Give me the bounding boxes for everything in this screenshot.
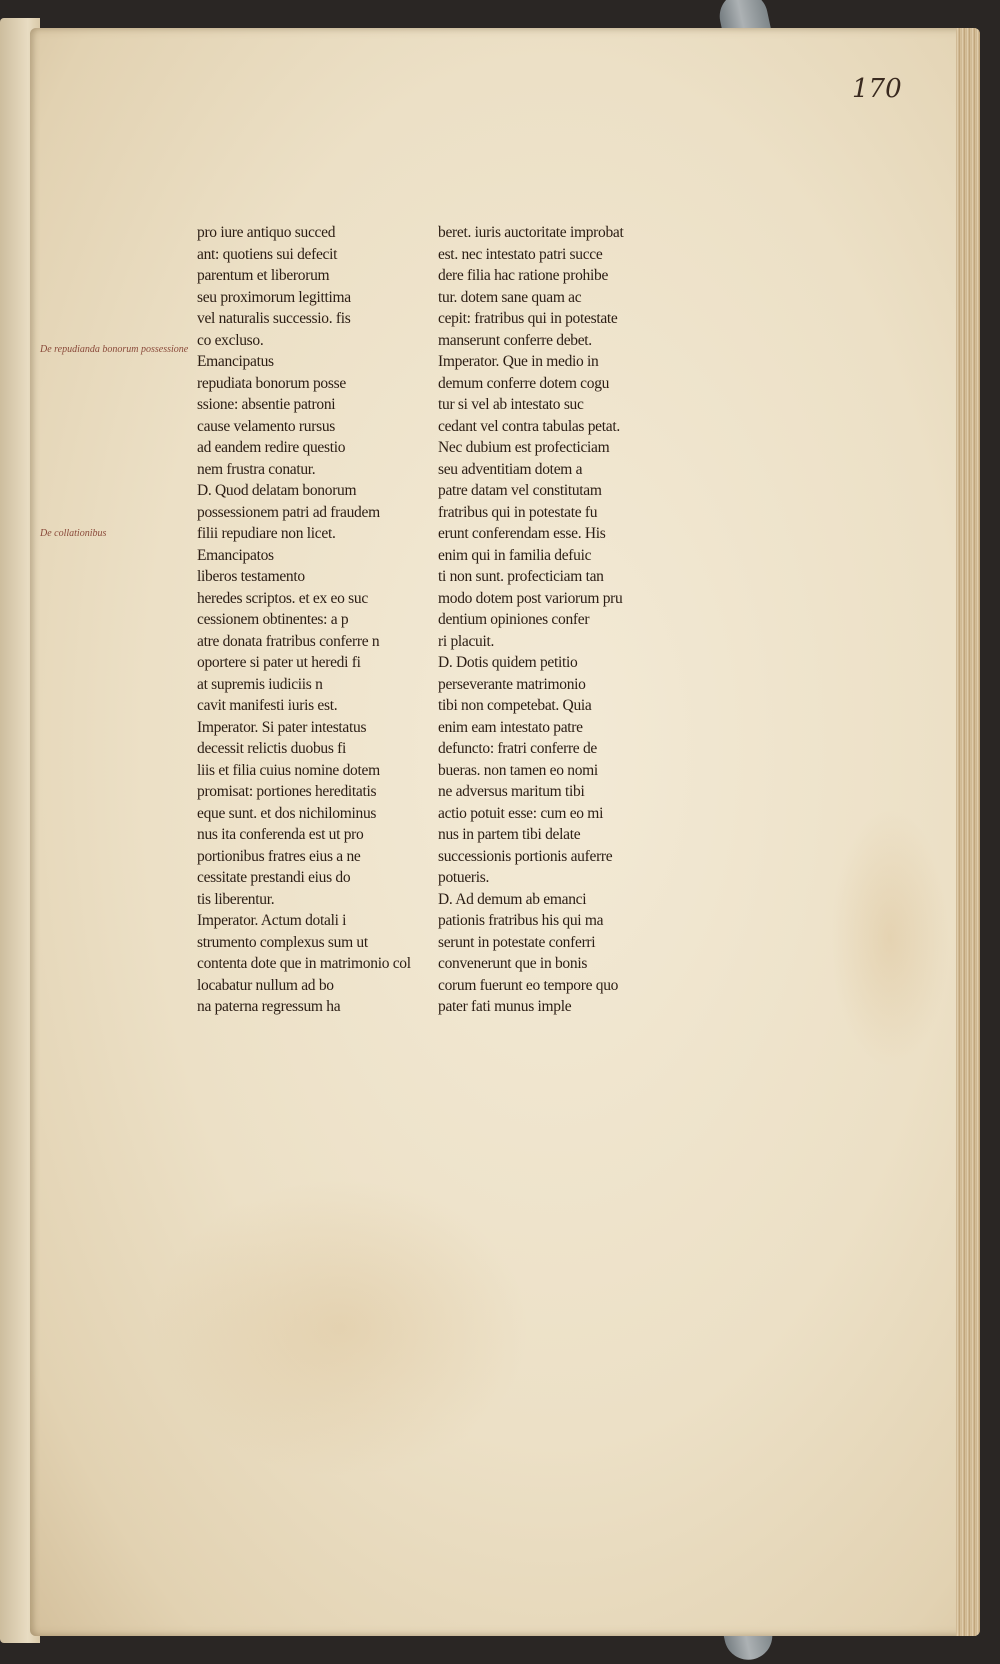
text-line: actio potuit esse: cum eo mi xyxy=(438,804,604,822)
page-stack-edge xyxy=(956,28,980,1636)
margin-note-collationibus: De collationibus xyxy=(40,528,107,539)
text-line: locabatur nullum ad bo xyxy=(197,976,334,994)
text-line: co excluso. xyxy=(197,331,264,349)
text-line: parentum et liberorum xyxy=(197,267,330,284)
text-line: enim qui in familia defuic xyxy=(438,546,592,564)
folio-number: 170 xyxy=(852,74,902,104)
text-line: nus ita conferenda est ut pro xyxy=(197,826,364,843)
text-line: cepit: fratribus qui in potestate xyxy=(438,310,618,327)
text-line: beret. iuris auctoritate improbat xyxy=(438,224,624,241)
text-line: bueras. non tamen eo nomi xyxy=(438,761,598,779)
stain xyxy=(830,808,950,1068)
text-line: cessitate prestandi eius do xyxy=(197,869,351,886)
text-line: portionibus fratres eius a ne xyxy=(197,847,361,865)
text-line: Imperator. Actum dotali i xyxy=(197,912,347,929)
text-line: tibi non competebat. Quia xyxy=(438,697,592,714)
text-line: vel naturalis successio. fis xyxy=(197,310,351,327)
text-line: modo dotem post variorum pru xyxy=(438,589,623,607)
text-line: tur si vel ab intestato suc xyxy=(438,396,584,413)
text-line: defuncto: fratri conferre de xyxy=(438,740,597,757)
text-line: cedant vel contra tabulas petat. xyxy=(438,417,620,435)
text-line: Imperator. Que in medio in xyxy=(438,353,599,370)
text-line: eque sunt. et dos nichilominus xyxy=(197,804,377,822)
text-line: seu proximorum legittima xyxy=(197,288,351,306)
text-line: decessit relictis duobus fi xyxy=(197,740,347,757)
text-line: cavit manifesti iuris est. xyxy=(197,697,338,714)
text-line: liis et filia cuius nomine dotem xyxy=(197,761,380,779)
text-line: convenerunt que in bonis xyxy=(438,955,588,972)
text-line: dentium opiniones confer xyxy=(438,611,590,628)
text-line: tis liberentur. xyxy=(197,890,275,908)
text-line: ad eandem redire questio xyxy=(197,439,346,456)
text-line: Imperator. Si pater intestatus xyxy=(197,718,367,736)
text-line: liberos testamento xyxy=(197,568,305,585)
text-line: nem frustra conatur. xyxy=(197,460,316,478)
text-line: heredes scriptos. et ex eo suc xyxy=(197,589,368,607)
text-line: cause velamento rursus xyxy=(197,417,336,435)
text-line: seu adventitiam dotem a xyxy=(438,460,583,478)
text-line: manserunt conferre debet. xyxy=(438,331,592,349)
text-line: fratribus qui in potestate fu xyxy=(438,503,598,521)
text-line: pater fati munus imple xyxy=(438,998,572,1015)
text-line: potueris. xyxy=(438,869,490,886)
text-line: filii repudiare non licet. xyxy=(197,525,336,542)
text-line: dere filia hac ratione prohibe xyxy=(438,267,609,284)
text-line: strumento complexus sum ut xyxy=(197,933,368,951)
text-line: corum fuerunt eo tempore quo xyxy=(438,976,619,994)
text-line: oportere si pater ut heredi fi xyxy=(197,654,361,671)
text-line: nus in partem tibi delate xyxy=(438,826,581,843)
text-line: repudiata bonorum posse xyxy=(197,374,346,392)
text-line: possessionem patri ad fraudem xyxy=(197,503,380,521)
text-line: erunt conferendam esse. His xyxy=(438,525,606,542)
text-line: Nec dubium est profecticiam xyxy=(438,439,610,456)
text-line: est. nec intestato patri succe xyxy=(438,245,603,263)
text-line: D. Dotis quidem petitio xyxy=(438,654,578,671)
text-line: Emancipatos xyxy=(197,546,274,564)
text-line: na paterna regressum ha xyxy=(197,998,341,1015)
margin-note-repudianda: De repudianda bonorum possessione xyxy=(40,344,189,355)
text-line: perseverante matrimonio xyxy=(438,675,586,693)
text-line: pationis fratribus his qui ma xyxy=(438,912,604,929)
text-line: contenta dote que in matrimonio col xyxy=(197,955,411,972)
text-line: ssione: absentie patroni xyxy=(197,396,336,413)
text-line: demum conferre dotem cogu xyxy=(438,374,610,392)
text-line: promisat: portiones hereditatis xyxy=(197,783,377,800)
text-line: successionis portionis auferre xyxy=(438,847,613,865)
stain xyxy=(150,1178,530,1478)
text-line: at supremis iudiciis n xyxy=(197,675,323,693)
text-column-left xyxy=(197,222,427,1018)
text-line: Emancipatus xyxy=(197,353,274,370)
text-line: ant: quotiens sui defecit xyxy=(197,245,338,263)
text-line: ne adversus maritum tibi xyxy=(438,783,585,800)
text-column-right xyxy=(438,222,668,1018)
text-line: ri placuit. xyxy=(438,632,495,650)
text-line: D. Ad demum ab emanci xyxy=(438,890,587,908)
text-line: D. Quod delatam bonorum xyxy=(197,482,357,499)
text-line: atre donata fratribus conferre n xyxy=(197,632,380,650)
text-line: patre datam vel constitutam xyxy=(438,482,602,499)
text-line: pro iure antiquo succed xyxy=(197,224,336,241)
text-line: ti non sunt. profecticiam tan xyxy=(438,568,604,585)
text-line: enim eam intestato patre xyxy=(438,718,583,736)
text-line: cessionem obtinentes: a p xyxy=(197,611,349,628)
text-line: serunt in potestate conferri xyxy=(438,933,596,951)
text-line: tur. dotem sane quam ac xyxy=(438,288,582,306)
